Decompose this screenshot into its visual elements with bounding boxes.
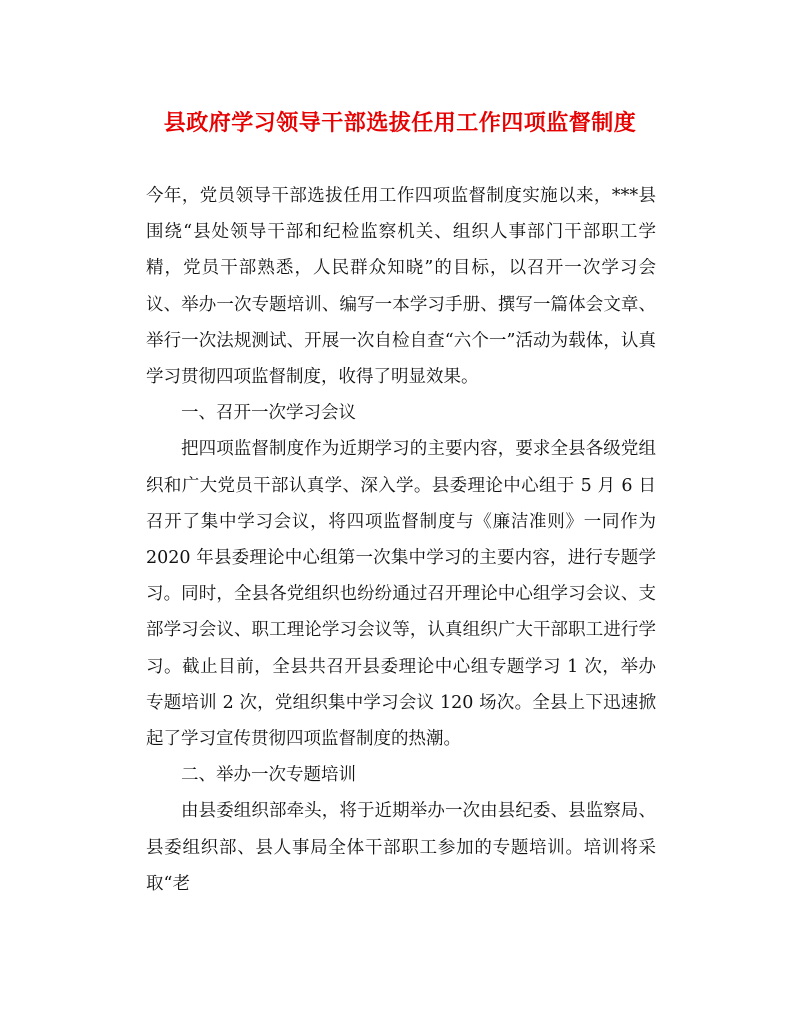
section-2-paragraph: 由县委组织部牵头，将于近期举办一次由县纪委、县监察局、县委组织部、县人事局全体干部职工参加的专题培训。培训将采取“老 (146, 801, 656, 894)
document-body (146, 178, 656, 902)
section-heading-2: 二、举办一次专题培训 (181, 765, 356, 786)
section-1-paragraph: 把四项监督制度作为近期学习的主要内容，要求全县各级党组织和广大党员干部认真学、深入学。县委理论中心组于 5 月 6 日召开了集中学习会议，将四项监督制度与《廉洁准则》一同作为 2020 年县委理论中心组第一次集中学习的主要内容，进行专题学习。同时，全县各党组织也纷纷通过召开理论中心组学习会议、支部学习会议、职工理论学习会议等，认真组织广大干部职工进行学习。截止目前，全县共召开县委理论中心组专题学习 1 次，举办专题培训 2 次，党组织集中学习会议 120 场次。全县上下迅速掀起了学习宣传贯彻四项监督制度的热潮。 (146, 439, 656, 750)
section-heading-1: 一、召开一次学习会议 (181, 403, 356, 424)
intro-paragraph: 今年，党员领导干部选拔任用工作四项监督制度实施以来，***县围绕“县处领导干部和纪检监察机关、组织人事部门干部职工学精，党员干部熟悉，人民群众知晓”的目标，以召开一次学习会议、举办一次专题培训、编写一本学习手册、撰写一篇体会文章、举行一次法规测试、开展一次自检自查“六个一”活动为载体，认真学习贯彻四项监督制度，收得了明显效果。 (146, 186, 656, 388)
document-title: 县政府学习领导干部选拔任用工作四项监督制度 (163, 110, 637, 136)
